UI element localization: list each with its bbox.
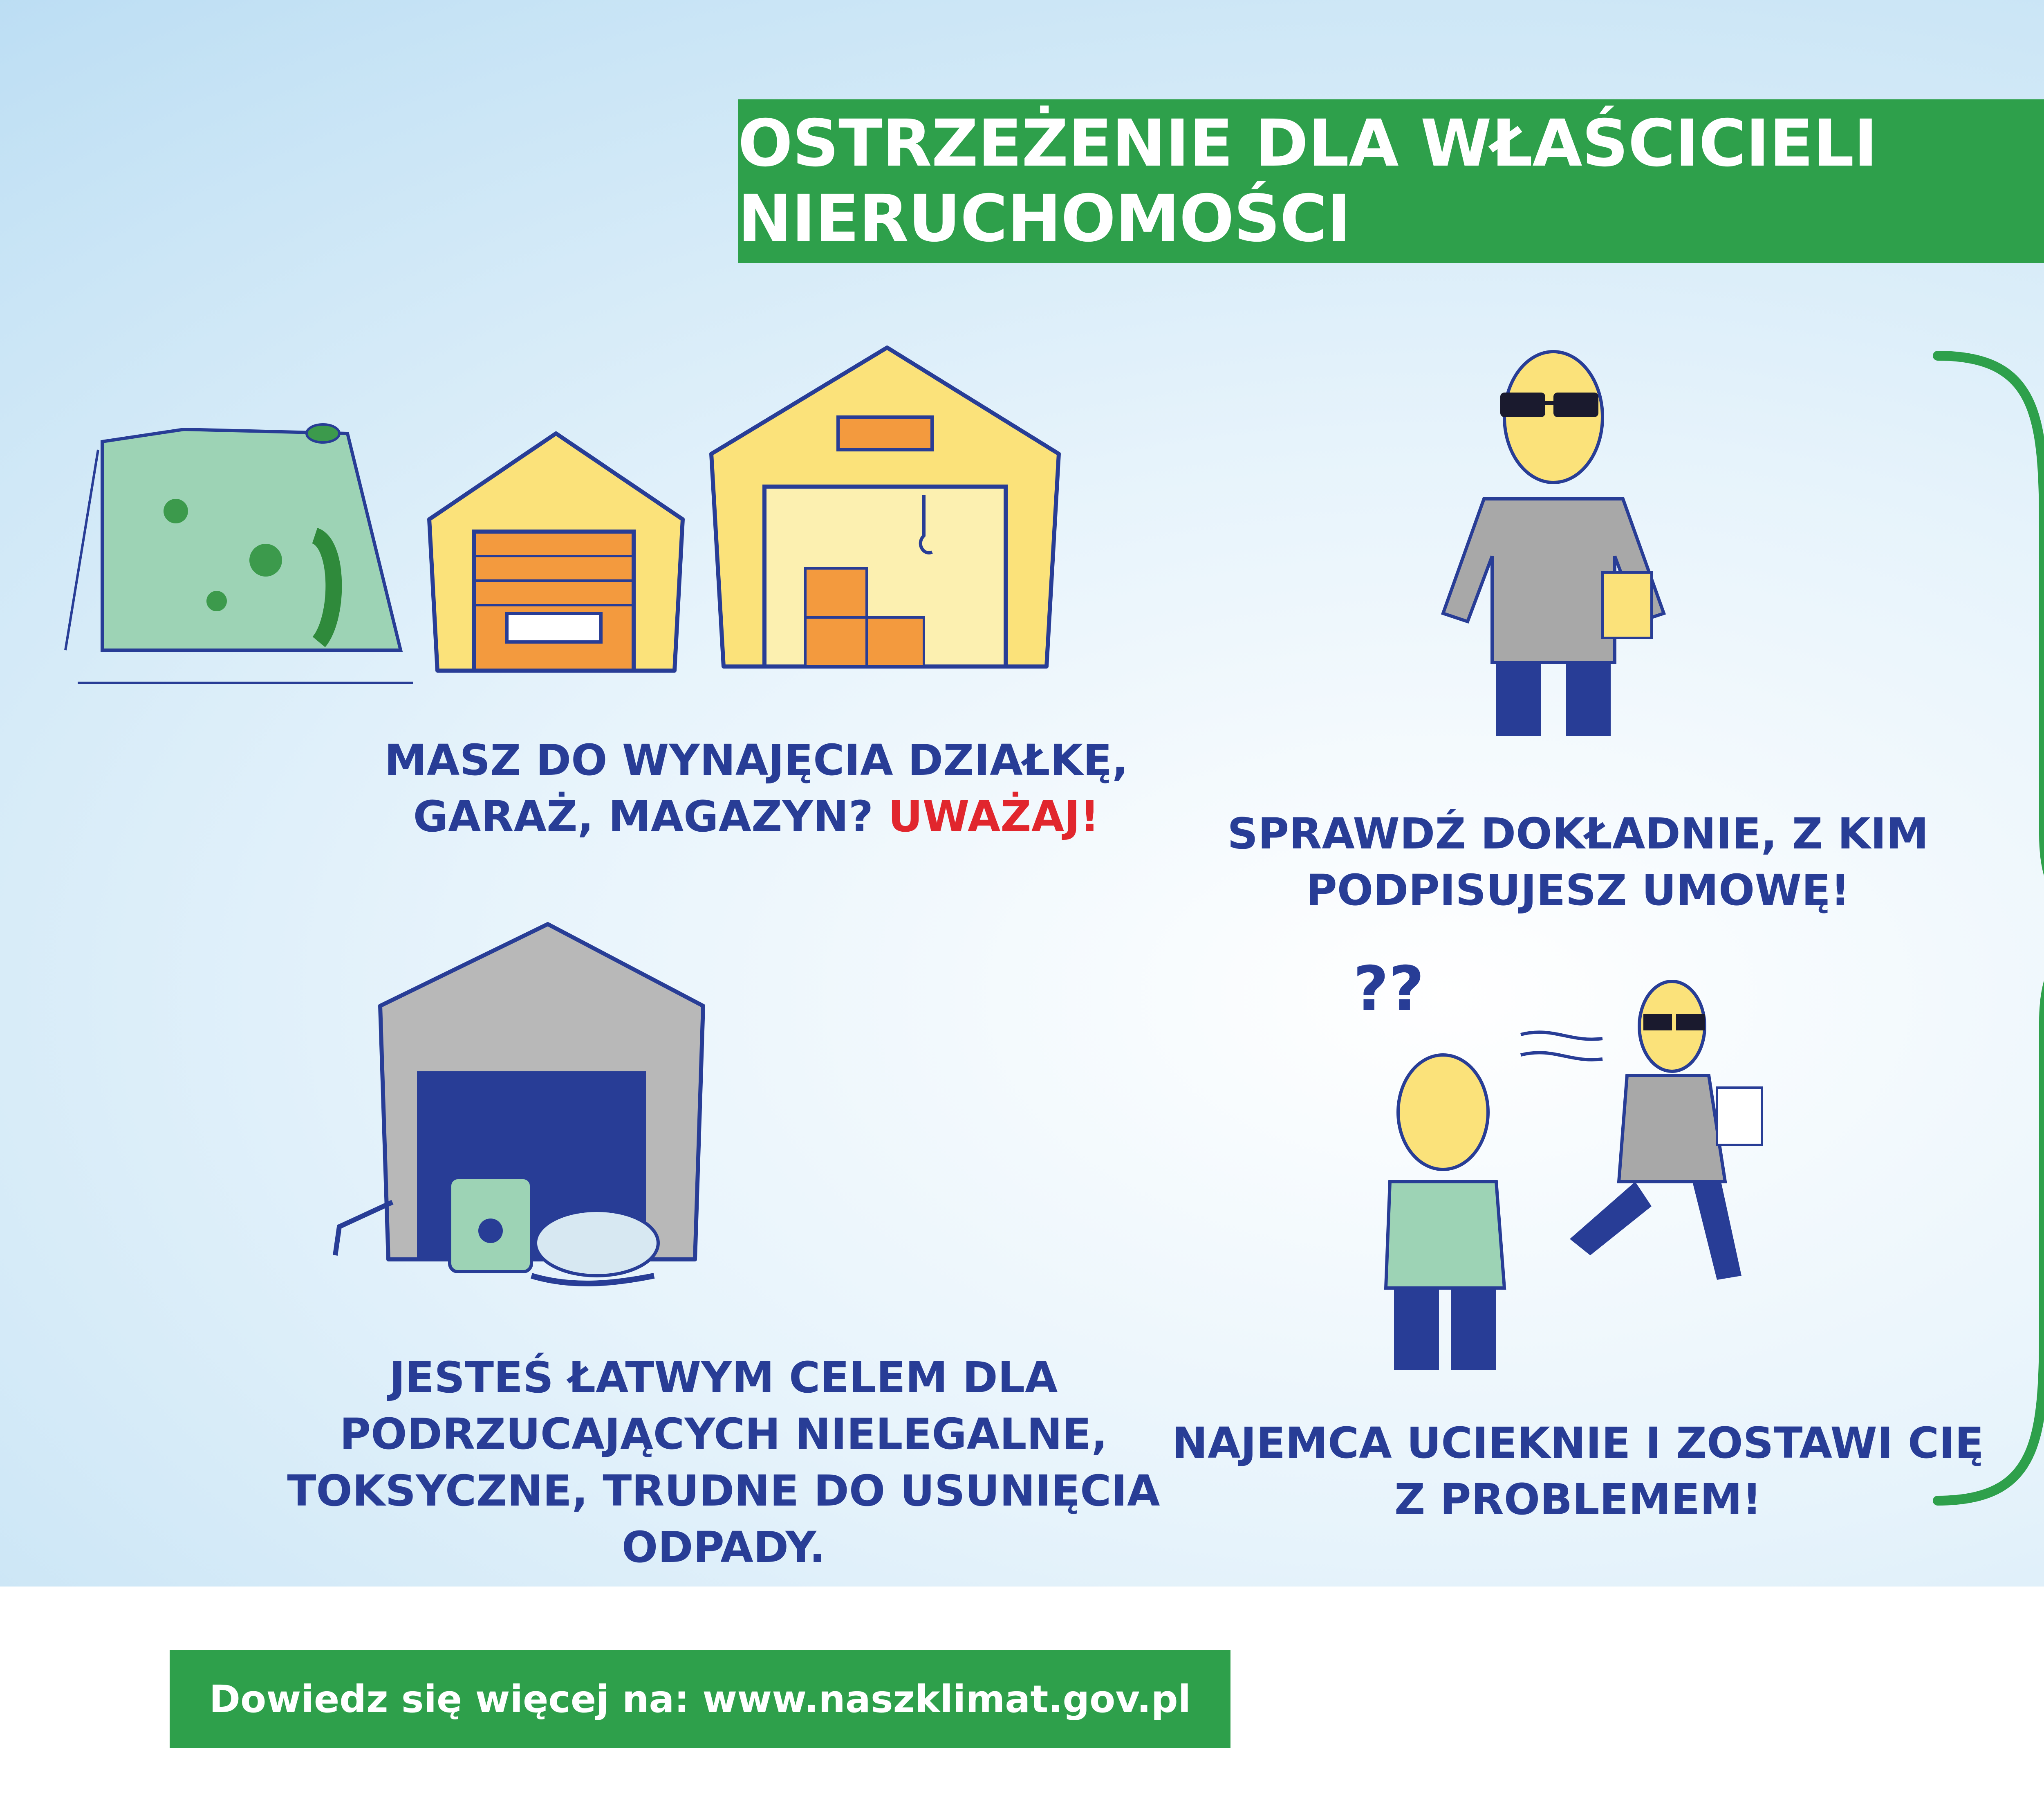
rent-caption-line-1: MASZ DO WYNAJĘCIA DZIAŁKĘ,	[384, 735, 1128, 785]
tenant-flee-caption	[1128, 1415, 2028, 1528]
warehouse-illustration	[695, 323, 1075, 679]
rent-warning-caption	[184, 732, 1329, 845]
page-title: OSTRZEŻENIE DLA WŁAŚCICIELI NIERUCHOMOŚCI	[738, 106, 1878, 256]
waste-caption-line-2: PODRZUCAJĄCYCH NIELEGALNE,	[339, 1409, 1108, 1459]
fleeing-tenant-illustration	[1341, 953, 1799, 1382]
waste-caption-line-1: JESTEŚ ŁATWYM CELEM DLA	[389, 1353, 1058, 1403]
suspicious-tenant-illustration	[1410, 327, 1697, 761]
learn-more-link[interactable]: Dowiedz się więcej na: www.naszklimat.gov.pl	[170, 1650, 1230, 1748]
check-caption-line-2: PODPISUJESZ UMOWĘ!	[1306, 865, 1850, 916]
waste-caption-line-3: TOKSYCZNE, TRUDNE DO USUNIĘCIA	[287, 1465, 1160, 1516]
curly-brace-divider	[1921, 343, 2044, 1513]
svg-text:??: ??	[1353, 954, 1425, 1025]
rent-caption-prefix: GARAŻ, MAGAZYN?	[413, 792, 888, 842]
garage-illustration	[413, 417, 699, 679]
title-bar	[738, 99, 2044, 263]
flee-caption-line-1: NAJEMCA UCIEKNIE I ZOSTAWI CIĘ	[1172, 1418, 1984, 1468]
waste-caption-line-4: ODPADY.	[621, 1522, 826, 1572]
check-caption-line-1: SPRAWDŹ DOKŁADNIE, Z KIM	[1227, 809, 1929, 859]
rent-caption-line-2	[184, 788, 1329, 845]
rent-warning-text: UWAŻAJ!	[888, 792, 1100, 842]
flee-caption-line-2: Z PROBLEMEM!	[1394, 1474, 1762, 1525]
waste-shed-illustration	[286, 908, 756, 1317]
land-plot-illustration	[53, 388, 462, 716]
check-tenant-caption	[1169, 806, 1987, 919]
